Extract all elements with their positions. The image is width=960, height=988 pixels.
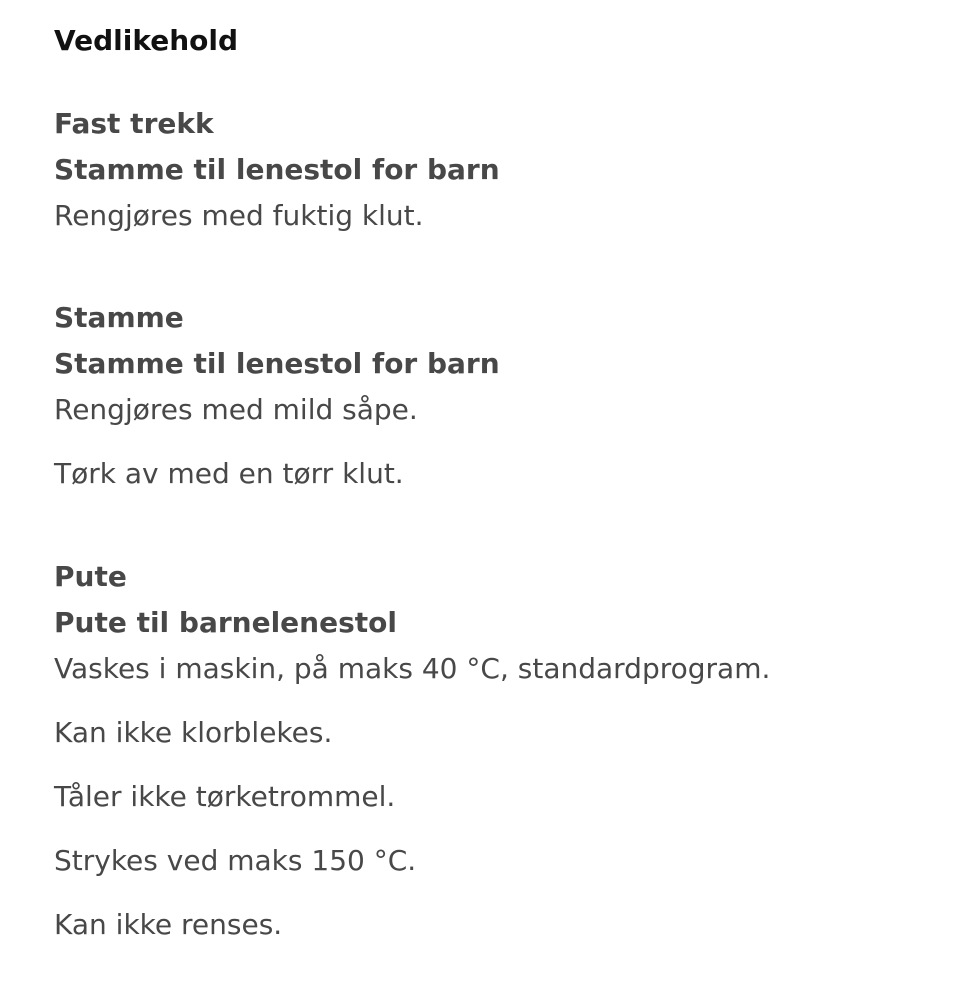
care-instruction: Kan ikke klorblekes. <box>54 716 333 749</box>
care-instruction: Tørk av med en tørr klut. <box>54 457 404 490</box>
part-name: Stamme <box>54 301 184 334</box>
care-section-stamme <box>54 295 914 497</box>
care-instruction: Vaskes i maskin, på maks 40 °C, standardprogram. <box>54 652 771 685</box>
care-section-fast-trekk <box>54 101 914 239</box>
care-instruction: Kan ikke renses. <box>54 908 283 941</box>
care-section-pute <box>54 554 914 948</box>
section-heading: Vedlikehold <box>54 24 239 57</box>
care-instruction: Rengjøres med mild såpe. <box>54 393 418 426</box>
part-name: Fast trekk <box>54 107 214 140</box>
product-name: Stamme til lenestol for barn <box>54 347 500 380</box>
care-instruction: Rengjøres med fuktig klut. <box>54 199 424 232</box>
product-name: Pute til barnelenestol <box>54 606 397 639</box>
care-instruction: Strykes ved maks 150 °C. <box>54 844 417 877</box>
product-name: Stamme til lenestol for barn <box>54 153 500 186</box>
part-name: Pute <box>54 560 127 593</box>
care-instruction: Tåler ikke tørketrommel. <box>54 780 396 813</box>
